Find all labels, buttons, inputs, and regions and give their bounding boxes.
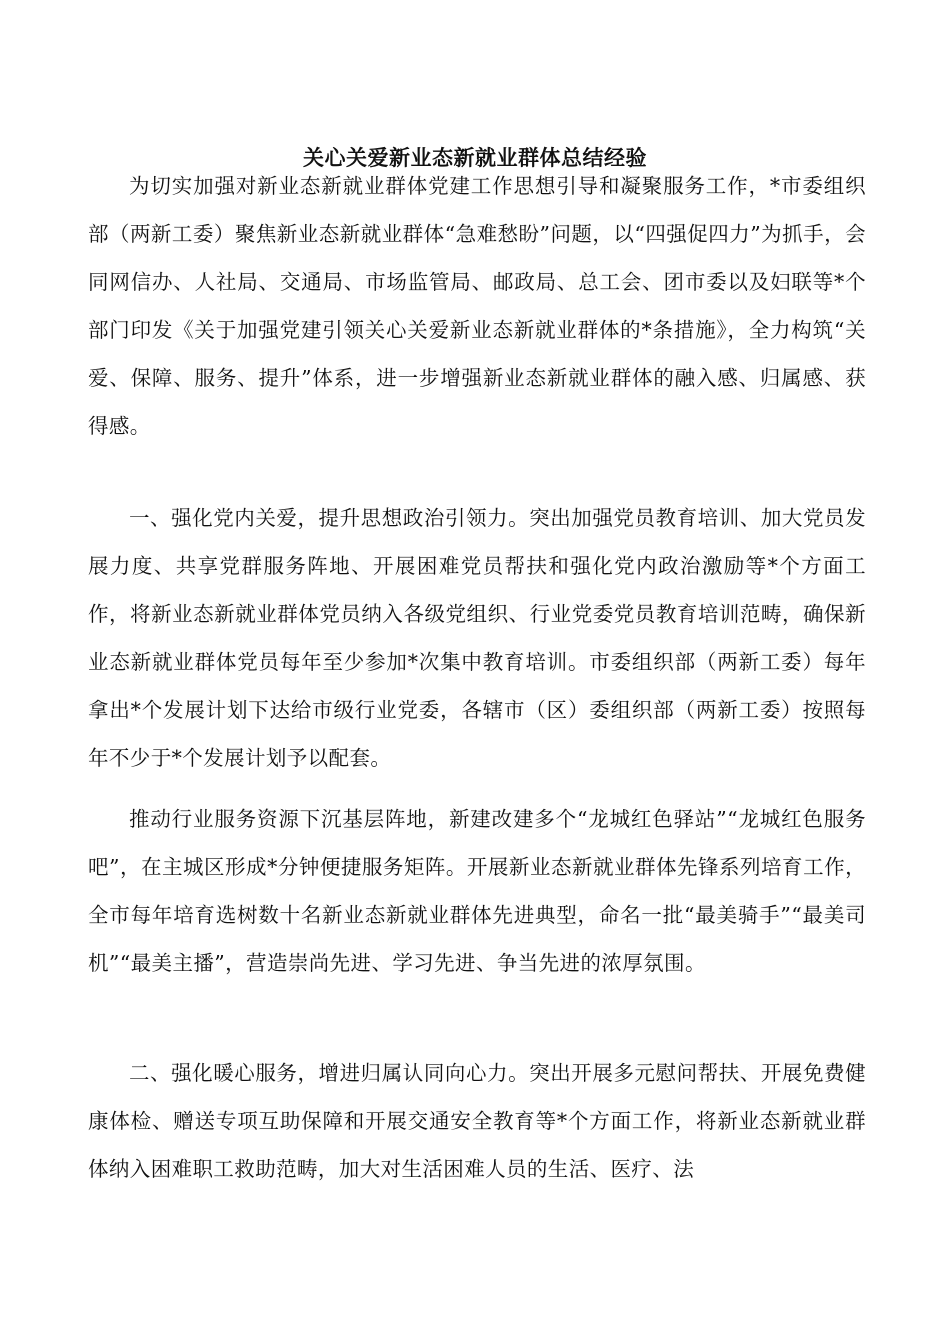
- paragraph-section-one: 一、强化党内关爱，提升思想政治引领力。突出加强党员教育培训、加大党员发展力度、共享党群服务阵地、开展困难党员帮扶和强化党内政治激励等*个方面工作，将新业态新就业群体党员纳入各级党组织、行业党委党员教育培训范畴，确保新业态新就业群体党员每年至少参加*次集中教育培训。市委组织部（两新工委）每年拿出*个发展计划下达给市级行业党委，各辖市（区）委组织部（两新工委）按照每年不少于*个发展计划予以配套。: [88, 506, 866, 770]
- paragraph-service-resources: 推动行业服务资源下沉基层阵地，新建改建多个“龙城红色驿站”“龙城红色服务吧”，在主城区形成*分钟便捷服务矩阵。开展新业态新就业群体先锋系列培育工作，全市每年培育选树数十名新业态新就业群体先进典型，命名一批“最美骑手”“最美司机”“最美主播”，营造崇尚先进、学习先进、争当先进的浓厚氛围。: [88, 807, 866, 975]
- paragraph-intro: 为切实加强对新业态新就业群体党建工作思想引导和凝聚服务工作，*市委组织部（两新工委）聚焦新业态新就业群体“急难愁盼”问题，以“四强促四力”为抓手，会同网信办、人社局、交通局、市场监管局、邮政局、总工会、团市委以及妇联等*个部门印发《关于加强党建引领关心关爱新业态新就业群体的*条措施》，全力构筑“关爱、保障、服务、提升”体系，进一步增强新业态新就业群体的融入感、归属感、获得感。: [88, 174, 866, 438]
- paragraph-section-two: 二、强化暖心服务，增进归属认同向心力。突出开展多元慰问帮扶、开展免费健康体检、赠送专项互助保障和开展交通安全教育等*个方面工作，将新业态新就业群体纳入困难职工救助范畴，加大对生活困难人员的生活、医疗、法: [88, 1061, 866, 1181]
- document-title: 关心关爱新业态新就业群体总结经验: [303, 145, 647, 170]
